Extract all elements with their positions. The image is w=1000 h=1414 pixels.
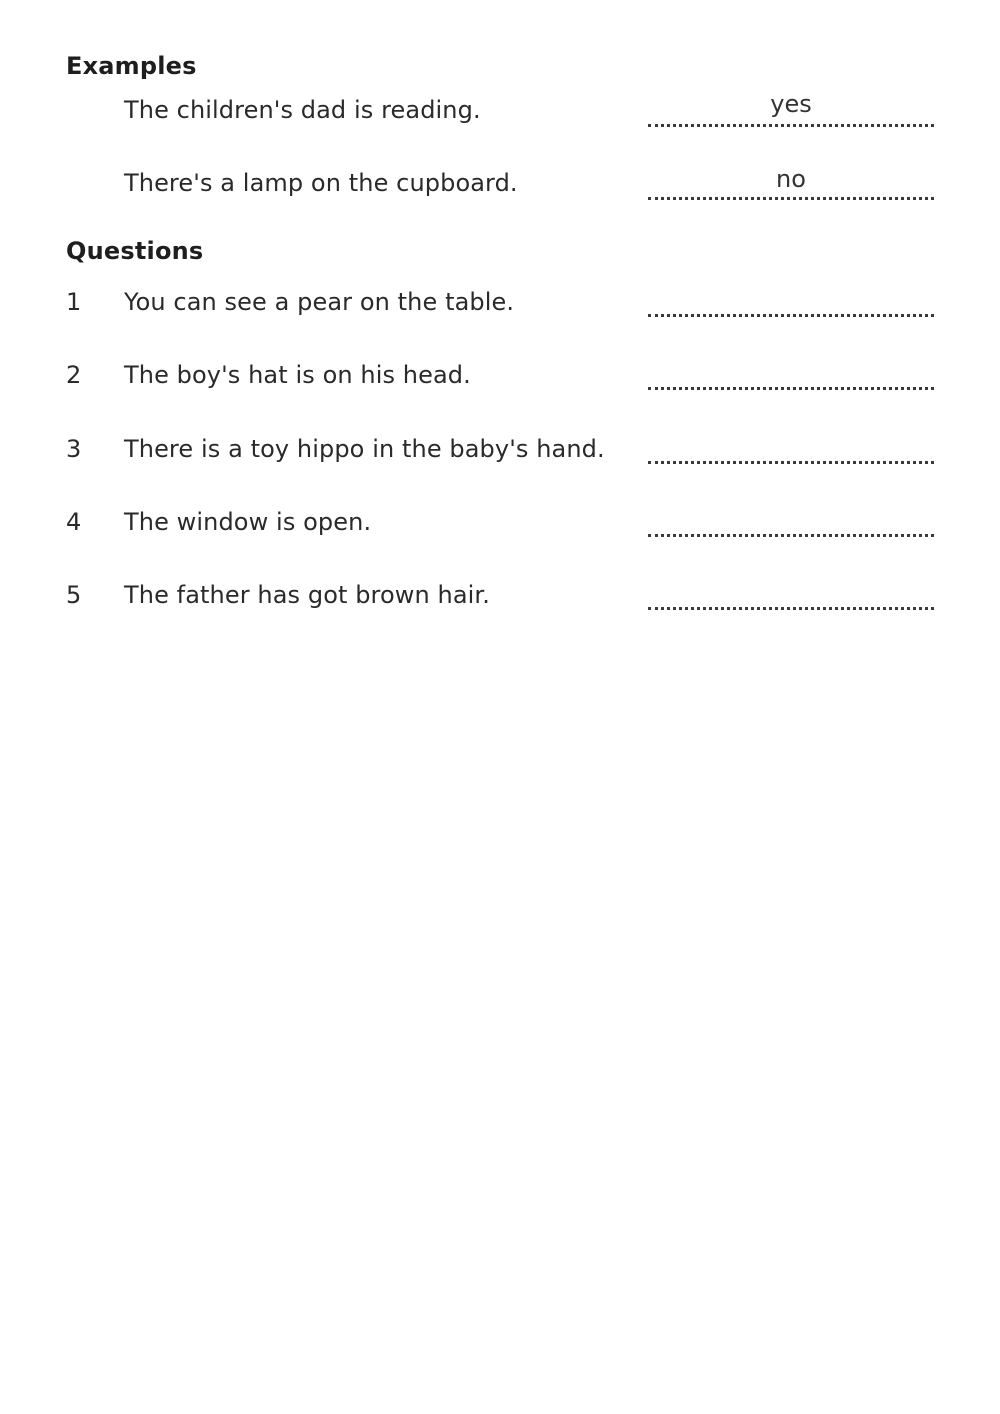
example-sentence: There's a lamp on the cupboard.: [124, 169, 518, 197]
question-sentence: The father has got brown hair.: [124, 581, 490, 609]
answer-field[interactable]: [648, 314, 934, 317]
answer-field[interactable]: [648, 387, 934, 390]
question-row: [0, 508, 1000, 548]
answer-field[interactable]: [648, 607, 934, 610]
question-sentence: The window is open.: [124, 508, 372, 536]
example-answer: yes: [770, 90, 812, 118]
question-number: 4: [66, 508, 82, 536]
example-sentence: The children's dad is reading.: [124, 96, 481, 124]
answer-line: [648, 197, 934, 200]
examples-heading: Examples: [66, 52, 197, 80]
question-number: 5: [66, 581, 82, 609]
answer-field[interactable]: [648, 461, 934, 464]
answer-field[interactable]: [648, 534, 934, 537]
example-row: [0, 90, 1000, 136]
answer-line: [648, 124, 934, 127]
question-sentence: There is a toy hippo in the baby's hand.: [124, 435, 605, 463]
question-sentence: The boy's hat is on his head.: [124, 361, 471, 389]
question-row: [0, 361, 1000, 401]
questions-heading: Questions: [66, 237, 204, 265]
example-answer: no: [776, 165, 806, 193]
question-row: [0, 435, 1000, 475]
example-row: [0, 165, 1000, 209]
question-number: 2: [66, 361, 82, 389]
question-number: 1: [66, 288, 82, 316]
question-number: 3: [66, 435, 82, 463]
question-sentence: You can see a pear on the table.: [124, 288, 515, 316]
question-row: [0, 288, 1000, 328]
question-row: [0, 581, 1000, 621]
